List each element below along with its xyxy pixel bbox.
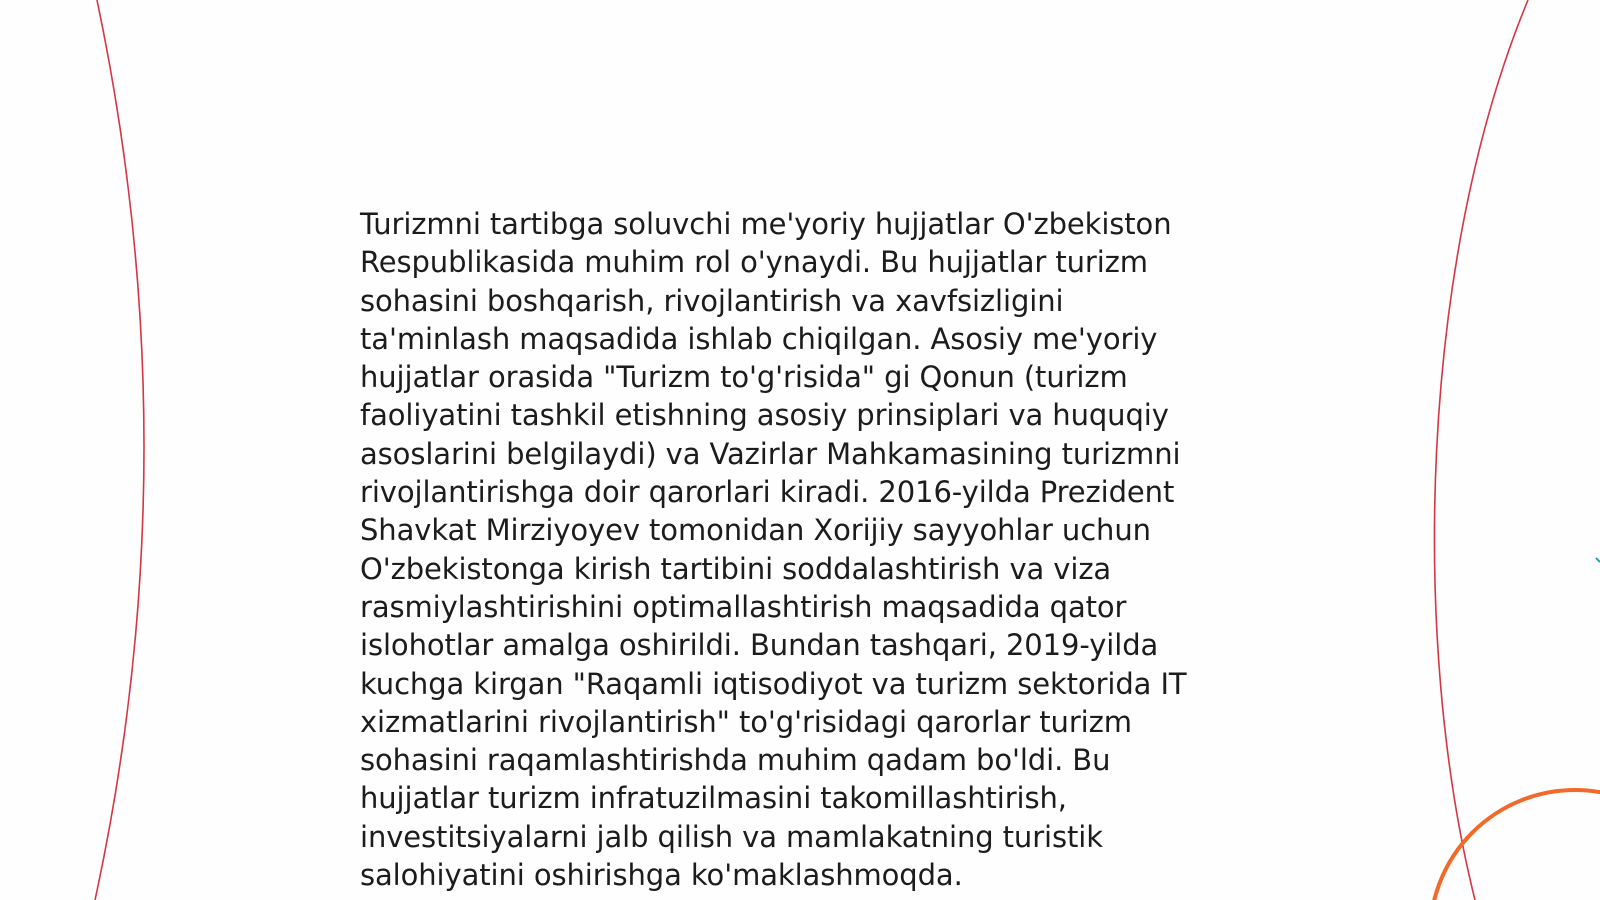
- left-arc-line: [95, 0, 144, 900]
- right-arc-line: [1434, 0, 1528, 900]
- teal-tick-mark: [1596, 558, 1600, 562]
- orange-circle-outline: [1430, 790, 1600, 900]
- slide-body-text: Turizmni tartibga soluvchi me'yoriy hujjatlar O'zbekiston Respublikasida muhim rol o'ynaydi. Bu hujjatlar turizm sohasini boshqarish, rivojlantirish va xavfsizligini ta'minlash maqsadida ishlab chiqilgan. Asosiy me'yoriy hujjatlar orasida "Turizm to'g'risida" gi Qonun (turizm faoliyatini tashkil etishning asosiy prinsiplari va huquqiy asoslarini belgilaydi) va Vazirlar Mahkamasining turizmni rivojlantirishga doir qarorlari kiradi. 2016-yilda Prezident Shavkat Mirziyoyev tomonidan Xorijiy sayyohlar uchun O'zbekistonga kirish tartibini soddalashtirish va viza rasmiylashtirishini optimallashtirish maqsadida qator islohotlar amalga oshirildi. Bundan tashqari, 2019-yilda kuchga kirgan "Raqamli iqtisodiyot va turizm sektorida IT xizmatlarini rivojlantirish" to'g'risidagi qarorlar turizm sohasini raqamlashtirishda muhim qadam bo'ldi. Bu hujjatlar turizm infratuzilmasini takomillashtirish, investitsiyalarni jalb qilish va mamlakatning turistik salohiyatini oshirishga ko'maklashmoqda.: [360, 207, 1187, 893]
